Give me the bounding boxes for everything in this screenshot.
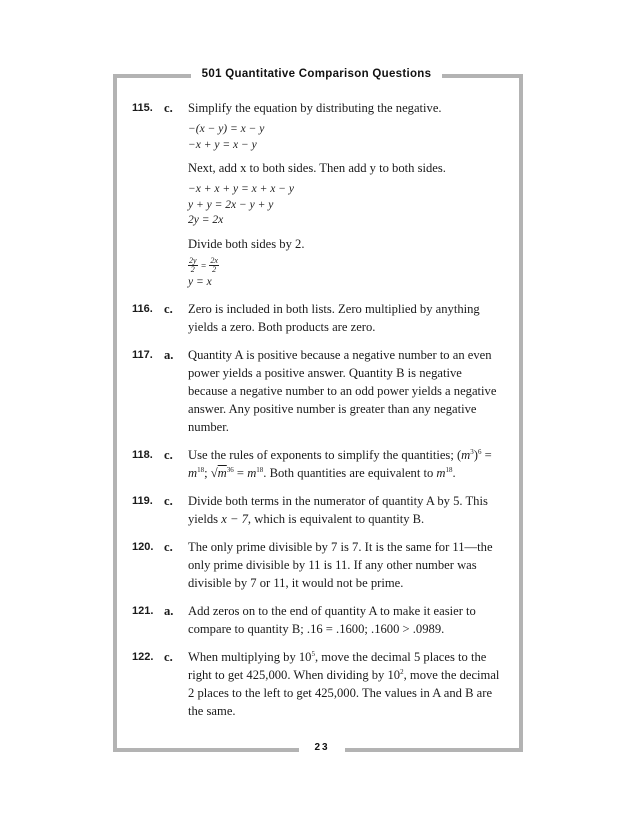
explanation-text: [188, 648, 504, 720]
explanation-text: [188, 446, 504, 482]
answer-item-118: [132, 446, 504, 482]
answer-item-121: [132, 602, 504, 638]
exponent: 5: [311, 649, 315, 658]
explanation-text: Simplify the equation by distributing the negative.: [188, 101, 442, 115]
answer-item-120: [132, 538, 504, 592]
answer-item-117: [132, 346, 504, 436]
question-number: 122.: [132, 651, 154, 663]
exponent: 6: [477, 447, 482, 456]
explanation-text: Next, add x to both sides. Then add y to both sides.: [188, 161, 446, 175]
exponent: 36: [226, 465, 234, 474]
frame-top-border-left: [113, 74, 191, 78]
text-run: When multiplying by 10: [188, 650, 312, 664]
text-run: , move the decimal 5 places to the right to get 425,000. When dividing by 10: [188, 650, 487, 682]
text-run: =: [233, 466, 248, 480]
explanation-text: Zero is included in both lists. Zero multiplied by anything yields a zero. Both products are zero.: [188, 302, 480, 334]
variable-m: m: [247, 466, 257, 480]
explanation-text: The only prime divisible by 7 is 7. It is the same for 11—the only prime divisible by 11 is 11. If any other number was divisible by 7 or 11, it would not be prime.: [188, 540, 493, 590]
explanation-text: Divide both sides by 2.: [188, 236, 305, 251]
frame-top-border-right: [442, 74, 523, 78]
question-number: 121.: [132, 605, 154, 617]
equation-line: −(x − y) = x − y: [188, 123, 265, 135]
answer-letter: c.: [164, 448, 173, 462]
explanation-text: [188, 492, 504, 528]
text-run: .: [452, 466, 456, 480]
answer-list: [132, 99, 504, 730]
answer-letter: c.: [164, 650, 173, 664]
equation-line: y + y = 2x − y + y: [188, 198, 274, 211]
equation-line: −x + x + y = x + x − y: [188, 183, 294, 195]
answer-letter: c.: [164, 540, 173, 554]
text-run: , which is equivalent to quantity B.: [247, 512, 425, 526]
fraction-left: [188, 257, 198, 274]
equation-line: y = x: [188, 275, 212, 288]
question-number: 116.: [132, 303, 153, 315]
exponent: 18: [256, 465, 264, 474]
equation-line: −x + y = x − y: [188, 138, 257, 151]
text-run: , move the decimal 2 places to the left to get 425,000. The values in A and B are the same.: [188, 668, 500, 718]
exponent: 18: [445, 465, 453, 474]
fraction-denominator: 2: [212, 265, 217, 275]
answer-letter: c.: [164, 494, 173, 508]
frame-bottom-border-left: [113, 748, 299, 752]
question-number: 118.: [132, 449, 153, 461]
explanation-text: Quantity A is positive because a negative number to an even power yields a positive answer. Quantity B is negative because a negative number to an odd power yields a negative answer. Any positive number is greater than any negative number.: [188, 348, 497, 434]
fraction-denominator: 2: [190, 265, 195, 275]
text-run: . Both quantities are equivalent to: [263, 466, 437, 480]
exponent: 18: [197, 465, 205, 474]
frame-left-border: [113, 74, 117, 752]
equals-sign: =: [200, 260, 207, 271]
radical-sign: ; √: [204, 466, 218, 480]
answer-item-122: [132, 648, 504, 720]
question-number: 117.: [132, 349, 153, 361]
fraction-numerator: 2y: [189, 256, 197, 266]
equation-group: [188, 182, 504, 229]
page-header: 501 Quantitative Comparison Questions: [201, 68, 432, 80]
variable-m: m: [188, 466, 198, 480]
fraction-right: [209, 257, 219, 274]
explanation-text: Add zeros on to the end of quantity A to make it easier to compare to quantity B; .16 = .1600; .1600 > .0989.: [188, 604, 476, 636]
question-number: 120.: [132, 541, 154, 553]
variable-m: m: [217, 466, 227, 480]
variable-m: m: [436, 466, 446, 480]
answer-item-115: [132, 99, 504, 290]
fraction-numerator: 2x: [210, 256, 218, 266]
text-run: Divide both terms in the numerator of quantity A by 5. This yields: [188, 494, 488, 526]
answer-letter: c.: [164, 302, 173, 316]
variable-m: m: [461, 448, 471, 462]
question-number: 119.: [132, 495, 153, 507]
answer-letter: c.: [164, 101, 173, 115]
math-expression: x − 7: [221, 512, 248, 526]
answer-letter: a.: [164, 604, 174, 618]
frame-right-border: [519, 74, 523, 752]
question-number: 115.: [132, 102, 153, 114]
text-run: =: [481, 448, 492, 462]
text-run: ): [473, 448, 478, 462]
answer-item-116: [132, 300, 504, 336]
fraction-equation: [188, 257, 504, 275]
text-run: Use the rules of exponents to simplify the quantities; (: [188, 448, 462, 462]
equation-group: [188, 122, 504, 153]
answer-item-119: [132, 492, 504, 528]
exponent: 3: [470, 447, 474, 456]
exponent: 2: [400, 667, 404, 676]
frame-bottom-border-right: [345, 748, 523, 752]
answer-letter: a.: [164, 348, 174, 362]
equation-line: 2y = 2x: [188, 214, 224, 226]
page-number: 23: [314, 742, 330, 753]
